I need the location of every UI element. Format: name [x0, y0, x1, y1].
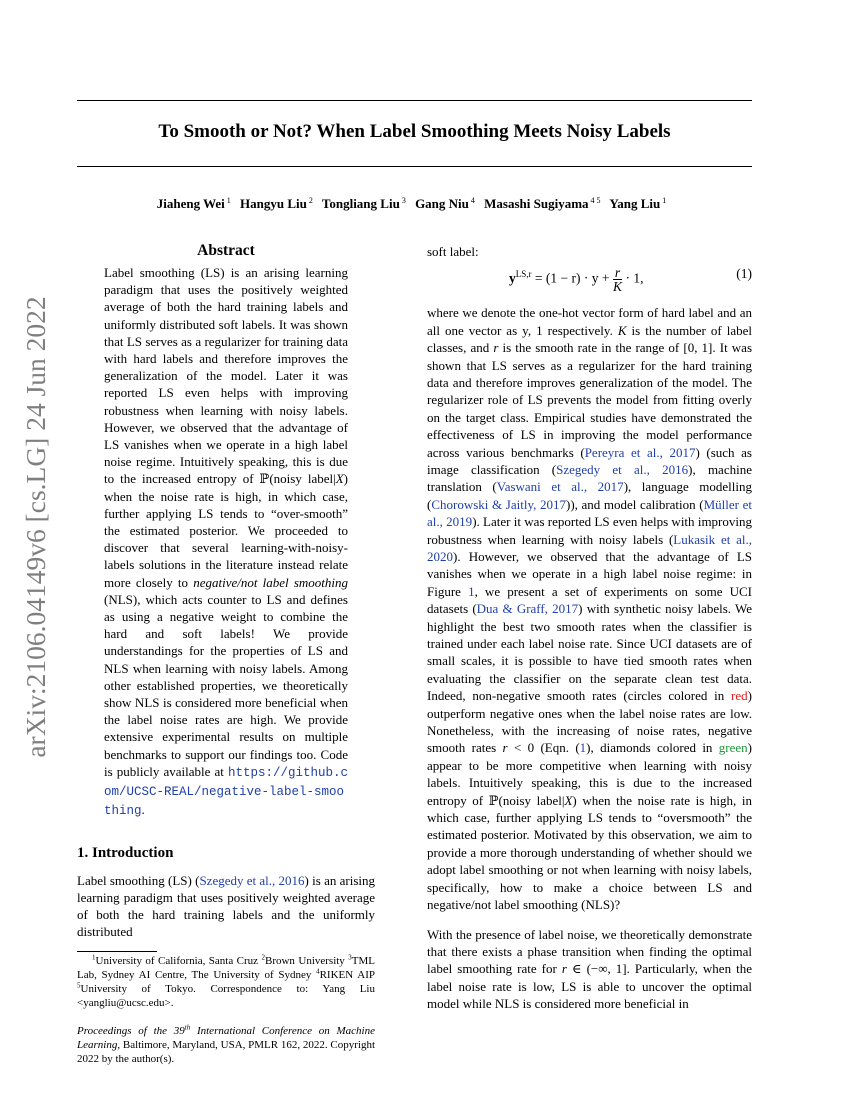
- abstract-heading: Abstract: [197, 242, 255, 259]
- citation-link[interactable]: Vaswani et al., 2017: [496, 479, 624, 495]
- affiliations-footnote: $^1$University of California, Santa Cruz $^2$Brown University $^3$TML Lab, Sydney AI Centre, The University of Sydney $^4$RIKEN AIP $^5$University of Tokyo. Correspondence to: Yang Liu <yangliu@ucsc.edu>.: [77, 953, 375, 1009]
- equation-number: (1): [736, 266, 752, 282]
- title-rule: [77, 166, 752, 167]
- text-span: .: [141, 802, 145, 818]
- top-rule: [77, 100, 752, 101]
- text-span: X: [564, 792, 573, 808]
- proceedings-footnote: Proceedings of the 39th International Conference on Machine Learning, Baltimore, Maryland, USA, PMLR 162, 2022. Copyright 2022 by the author(s).: [77, 1023, 375, 1065]
- text-span: Label smoothing (LS) is an arising learning paradigm that uses the positively weighted average of both the hard training labels and uniformly distributed soft labels. It was shown that LS serves as a regularizer for training data with hard labels and therefore improves the generalization of the model. Later it was reported LS even helps with improving robustness when learning with noisy labels. However, we observed that the advantage of LS vanishes when we operate in a high label noise regime. Intuitively speaking, this is due to the increased entropy of ℙ(noisy label|: [104, 265, 348, 487]
- text-span: is the number of label classes, and: [427, 322, 752, 356]
- left-column: [77, 242, 375, 1066]
- equation-1: [427, 266, 752, 302]
- author: Hangyu Liu $^2$: [240, 196, 313, 212]
- text-span: ) (such as image classification (: [427, 444, 752, 477]
- author: Yang Liu $^1$: [609, 196, 667, 212]
- citation-link[interactable]: 1: [579, 740, 587, 756]
- introduction-heading: 1. Introduction: [77, 844, 174, 861]
- text-span: r: [502, 740, 508, 756]
- text-span: K: [617, 322, 627, 338]
- citation-link[interactable]: 1: [468, 583, 475, 599]
- text-span: ) when the noise rate is high, in which case, further applying LS tends to “oversmooth” the estimated posterior. Motivated by this observation, we aim to provide a more thorough understanding of whether should we adopt label smoothing or not when learning with noisy labels, specifically, how to make a choice between LS and negative/not label smoothing (NLS)?: [427, 792, 753, 913]
- text-span: ) with synthetic noisy labels. We highlight the best two smooth rates when the classifier is trained under each label noise rate. Since UCI datasets are of small scales, it is possible to have tied smooth rates when evaluating the classifier on the separate clean test data. Indeed, non-negative smooth rates (circles colored in: [427, 601, 752, 704]
- citation-link[interactable]: Müller et al., 2019: [427, 496, 753, 530]
- text-span: ) appear to be more competitive when learning with noisy labels. Intuitively speaking, this is due to the increased entropy of ℙ(noisy label|: [427, 740, 753, 808]
- citation-link[interactable]: Pereyra et al., 2017: [584, 444, 696, 460]
- author: Gang Niu $^4$: [415, 196, 475, 212]
- text-span: (NLS), which acts counter to LS and defines as using a negative weight to combine the hard and soft labels! We provide understandings for the properties of LS and NLS when learning with noisy labels. Among other established properties, we theoretically show NLS is considered more beneficial when the label noise rates are high. We provide extensive experimental results on multiple benchmarks to support our findings too. Code is publicly available at: [104, 591, 348, 779]
- text-span: r: [561, 961, 567, 977]
- right-paragraph-2: [427, 926, 752, 1013]
- text-span: ) outperform negative ones when the label noise rates are low. Nonetheless, with the increasing of noise rates, negative smooth rates: [427, 688, 752, 756]
- author-list: [77, 196, 752, 212]
- equation-body: $y^{LS,r} = (1 - r) \cdot y$ + $\frac{r}{K} \cdot 1$,: [509, 265, 644, 295]
- text-span: )), and model calibration (: [565, 496, 704, 512]
- text-span: Label smoothing (LS) (: [77, 872, 200, 888]
- author: Tongliang Liu $^3$: [321, 196, 406, 212]
- author: Masashi Sugiyama $^{4 5}$: [484, 196, 601, 212]
- right-paragraph-1: [427, 304, 752, 913]
- footnote-rule: [77, 951, 157, 952]
- text-span: ), diamonds colored in: [586, 740, 719, 756]
- text-span: ) is an arising learning paradigm that uses positively weighted average of both the hard training labels and the uniformly distributed: [77, 872, 375, 940]
- author: Jiaheng Wei $^1$: [156, 196, 231, 212]
- text-span: green: [718, 740, 748, 756]
- text-span: X: [335, 471, 344, 487]
- citation-link[interactable]: Chorowski & Jaitly, 2017: [431, 496, 566, 512]
- citation-link[interactable]: Lukasik et al., 2020: [427, 531, 752, 564]
- text-span: r: [493, 340, 499, 356]
- right-lead-text: soft label:: [427, 244, 479, 259]
- text-span: red: [731, 688, 748, 704]
- right-column: [427, 243, 752, 1013]
- text-span: With the presence of label noise, we theoretically demonstrate that there exists a phase transition when finding the optimal label smoothing rate for: [427, 926, 752, 977]
- text-span: ) when the noise rate is high, in which case, further applying LS tends to “over-smooth” the estimated posterior. We proceeded to discover that several learning-with-noisy-labels solutions in the literature instead relate more closely to: [104, 471, 348, 590]
- text-span: ). Later it was reported LS even helps with improving robustness when learning with noisy labels (: [427, 514, 752, 547]
- arxiv-sidebar-stamp: arXiv:2106.04149v6 [cs.LG] 24 Jun 2022: [20, 296, 51, 758]
- paper-title: To Smooth or Not? When Label Smoothing Meets Noisy Labels: [158, 121, 671, 142]
- text-span: ), machine translation (: [427, 461, 752, 495]
- citation-link[interactable]: https://github.com/UCSC-REAL/negative-label-smoothing: [104, 765, 348, 819]
- citation-link[interactable]: Szegedy et al., 2016: [556, 461, 689, 477]
- text-span: ), language modelling (: [427, 479, 752, 512]
- citation-link[interactable]: Szegedy et al., 2016: [199, 872, 305, 888]
- text-span: , we present a set of experiments on some UCI datasets (: [427, 583, 752, 617]
- text-span: ). However, we observed that the advantage of LS vanishes when we operate in a high label noise regime: in Figure: [427, 548, 752, 599]
- text-span: where we denote the one-hot vector form of hard label and an all one vector as y, 1 respectively.: [427, 305, 752, 338]
- text-span: is the smooth rate in the range of [0, 1]. It was shown that LS serves as a regularizer for the hard training data and therefore improves generalization of the model. The regularizer role of LS prevents the model from fitting overly on the target class. Empirical studies have demonstrated the effectiveness of LS in improving the model performance across various benchmarks (: [427, 340, 753, 460]
- text-span: < 0 (Eqn. (: [507, 740, 580, 756]
- introduction-text: [77, 872, 375, 941]
- text-span: ∈ (−∞, 1]. Particularly, when the label noise rate is low, LS is able to uncover the optimal model while NLS is considered more beneficial in: [427, 961, 752, 1012]
- abstract-text: [104, 264, 348, 821]
- text-span: negative/not label smoothing: [193, 574, 348, 590]
- citation-link[interactable]: Dua & Graff, 2017: [476, 601, 579, 617]
